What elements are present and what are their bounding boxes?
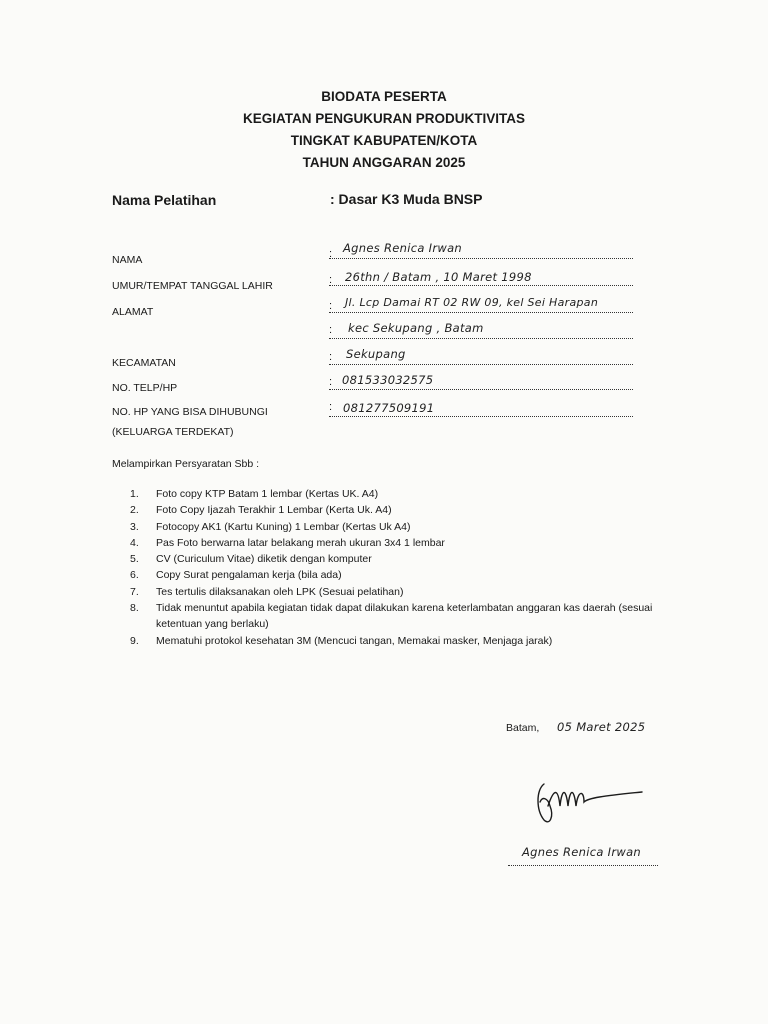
hp-keluarga-label-1: NO. HP YANG BISA DIHUBUNGI <box>112 406 268 418</box>
kecamatan-label: KECAMATAN <box>112 357 176 369</box>
nama-handwritten-value: Agnes Renica Irwan <box>343 241 463 255</box>
alamat-label: ALAMAT <box>112 306 154 318</box>
form-title <box>0 86 768 174</box>
list-item: 2. Foto Copy Ijazah Terakhir 1 Lembar (Kerta Uk. A4) <box>130 504 392 517</box>
training-name-value: : Dasar K3 Muda BNSP <box>330 191 483 207</box>
hp-keluarga-label-2: (KELUARGA TERDEKAT) <box>112 426 234 438</box>
hp-keluarga-handwritten-value: 081277509191 <box>343 401 435 415</box>
alamat-handwritten-value-1: Jl. Lcp Damai RT 02 RW 09, kel Sei Harapan <box>345 296 599 309</box>
hp-keluarga-colon: : <box>329 401 333 413</box>
list-item: 7. Tes tertulis dilaksanakan oleh LPK (Sesuai pelatihan) <box>130 585 404 598</box>
alamat-colon: : <box>329 300 333 312</box>
nama-label: NAMA <box>112 254 143 266</box>
kecamatan-colon: : <box>329 351 333 363</box>
list-item: 9. Mematuhi protokol kesehatan 3M (Mencuci tangan, Memakai masker, Menjaga jarak) <box>130 634 553 647</box>
telp-label: NO. TELP/HP <box>112 382 178 394</box>
alamat-dotted-line-1 <box>329 312 633 313</box>
handwritten-signature <box>532 776 652 831</box>
signoff-place: Batam, <box>506 722 540 734</box>
title-line-3: TINGKAT KABUPATEN/KOTA <box>290 133 478 148</box>
umur-colon: : <box>329 274 333 286</box>
list-item: 8. Tidak menuntut apabila kegiatan tidak dapat dilakukan karena keterlambatan anggaran kas daerah (sesuai ketentuan yang berlaku) <box>130 602 653 631</box>
telp-dotted-line <box>329 389 633 390</box>
umur-label: UMUR/TEMPAT TANGGAL LAHIR <box>112 280 273 292</box>
list-item: 1. Foto copy KTP Batam 1 lembar (Kertas UK. A4) <box>130 488 379 500</box>
requirements-intro: Melampirkan Persyaratan Sbb : <box>112 458 260 470</box>
alamat-dotted-line-2 <box>329 338 633 339</box>
title-line-1: BIODATA PESERTA <box>321 89 447 104</box>
hp-keluarga-dotted-line <box>329 416 633 417</box>
signature-dotted-line <box>508 865 658 866</box>
alamat-colon-2: : <box>329 324 333 336</box>
requirements-list <box>130 486 670 649</box>
title-line-2: KEGIATAN PENGUKURAN PRODUKTIVITAS <box>242 111 525 126</box>
nama-dotted-line <box>329 258 633 259</box>
telp-handwritten-value: 081533032575 <box>342 373 434 387</box>
nama-colon: : <box>329 248 333 260</box>
title-line-4: TAHUN ANGGARAN 2025 <box>302 155 466 170</box>
list-item: 3. Fotocopy AK1 (Kartu Kuning) 1 Lembar (Kertas Uk A4) <box>130 520 411 533</box>
kecamatan-dotted-line <box>329 364 633 365</box>
training-name-label: Nama Pelatihan <box>112 192 217 208</box>
list-item: 6. Copy Surat pengalaman kerja (bila ada) <box>130 569 342 582</box>
umur-handwritten-value: 26thn / Batam , 10 Maret 1998 <box>345 270 532 284</box>
signoff-date-handwritten: 05 Maret 2025 <box>557 720 646 734</box>
umur-dotted-line <box>329 285 633 286</box>
alamat-handwritten-value-2: kec Sekupang , Batam <box>348 321 484 335</box>
signoff-name-handwritten: Agnes Renica Irwan <box>522 845 642 859</box>
telp-colon: : <box>329 376 333 388</box>
list-item: 5. CV (Curiculum Vitae) diketik dengan komputer <box>130 553 372 566</box>
kecamatan-handwritten-value: Sekupang <box>346 347 406 361</box>
list-item: 4. Pas Foto berwarna latar belakang merah ukuran 3x4 1 lembar <box>130 536 445 549</box>
